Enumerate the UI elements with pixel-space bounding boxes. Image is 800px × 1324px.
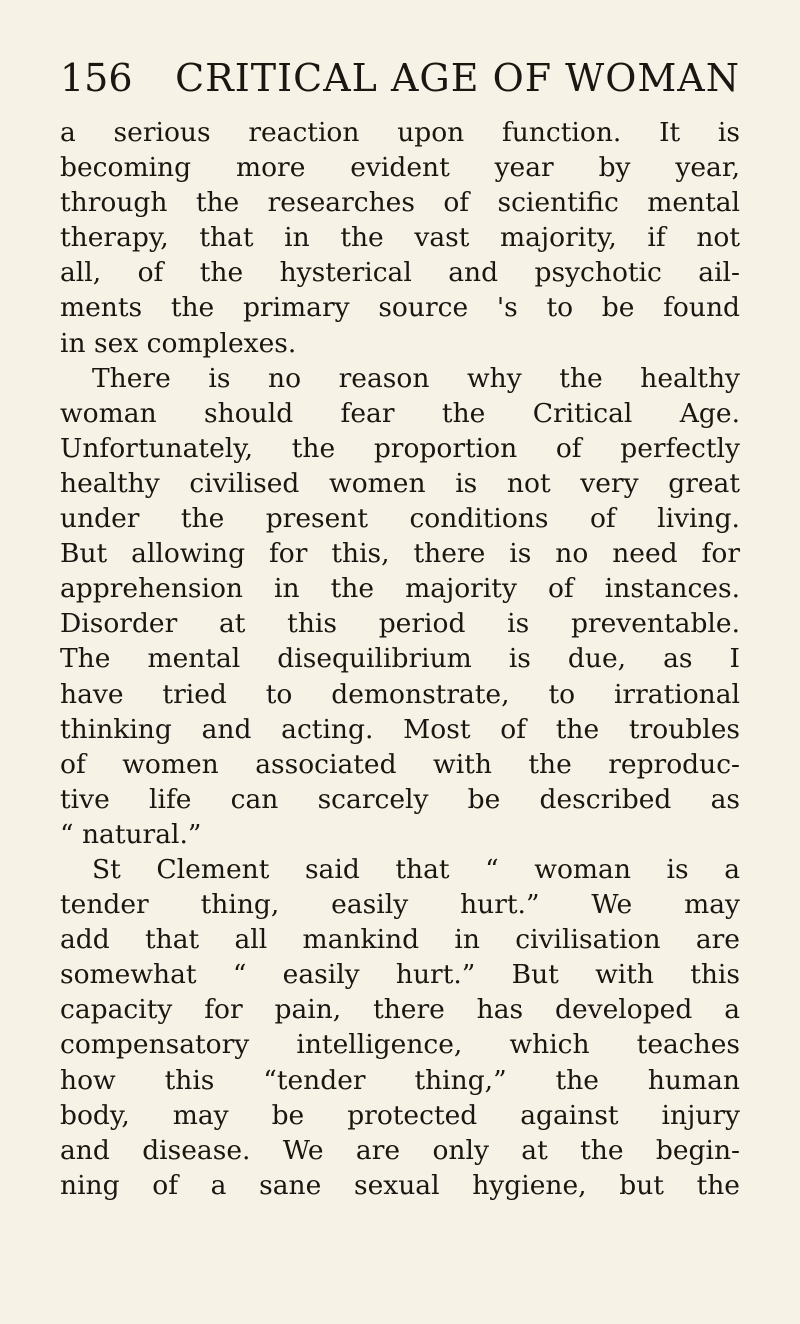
text-line: compensatory intelligence, which teaches [60,1029,740,1061]
text-line: have tried to demonstrate, to irrational [60,678,740,710]
body-text [60,115,740,1203]
text-line: therapy, that in the vast majority, if not [60,222,740,254]
text-line: But allowing for this, there is no need for [60,538,740,570]
text-line: add that all mankind in civilisation are [60,924,740,956]
running-title: CRITICAL AGE OF WOMAN [175,56,740,100]
text-line: There is no reason why the healthy [92,362,740,394]
text-line: Disorder at this period is preventable. [60,608,740,640]
page-header [60,55,740,111]
text-line: of women associated with the reproduc- [60,748,740,780]
text-line: through the researches of scientific mental [60,187,740,219]
text-line: under the present conditions of living. [60,503,740,535]
text-line: apprehension in the majority of instances. [60,573,740,605]
text-line: in sex complexes. [60,327,297,359]
page-number: 156 [60,56,133,100]
text-line: St Clement said that “ woman is a [92,853,740,885]
text-line: capacity for pain, there has developed a [60,994,740,1026]
text-line: woman should fear the Critical Age. [60,397,740,429]
text-line: thinking and acting. Most of the troubles [60,713,740,745]
text-line: and disease. We are only at the begin- [60,1134,740,1166]
text-line: how this “tender thing,” the human [60,1064,740,1096]
text-line: body, may be protected against injury [60,1099,740,1131]
text-line: a serious reaction upon function. It is [60,117,740,148]
text-line: ning of a sane sexual hygiene, but the [60,1169,740,1201]
text-line: Unfortunately, the proportion of perfectly [60,432,740,464]
text-line: tive life can scarcely be described as [60,783,740,815]
text-line: ments the primary source 's to be found [60,292,740,324]
text-line: “ natural.” [60,818,202,850]
book-page [60,55,740,1203]
text-line: all, of the hysterical and psychotic ail- [60,257,740,289]
text-line: becoming more evident year by year, [60,152,740,184]
text-line: tender thing, easily hurt.” We may [60,889,740,921]
text-line: healthy civilised women is not very great [60,467,740,499]
text-line: The mental disequilibrium is due, as I [60,643,740,675]
text-line: somewhat “ easily hurt.” But with this [60,959,740,991]
